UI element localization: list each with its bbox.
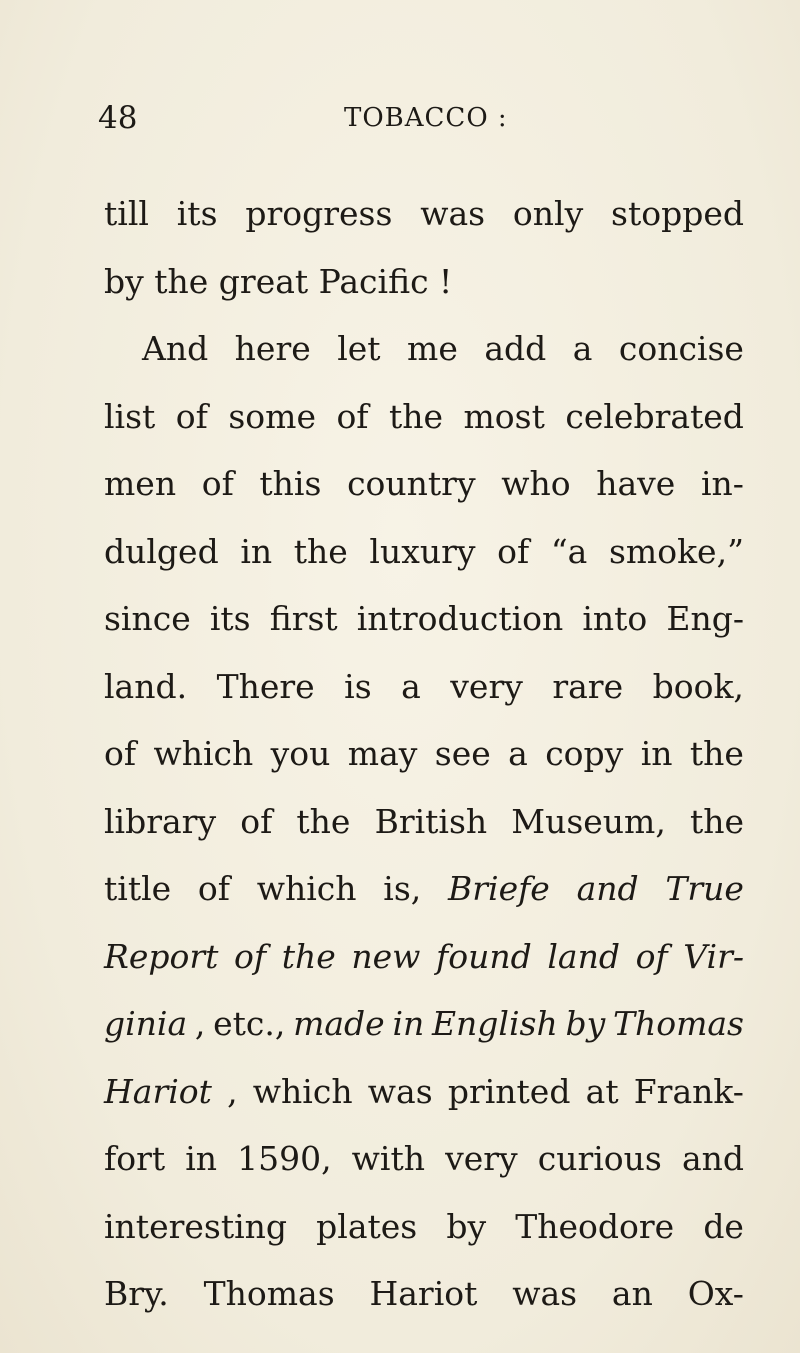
word: a: [508, 734, 528, 773]
text-line: [104, 389, 744, 457]
italic-word: Vir-: [683, 936, 744, 976]
italic-word: English: [431, 1004, 558, 1043]
word: me: [407, 329, 458, 368]
word: in: [640, 734, 673, 773]
page-header: [0, 88, 800, 148]
word: here: [234, 329, 311, 368]
word: by: [446, 1206, 487, 1246]
word: add: [484, 329, 547, 368]
word: de: [703, 1206, 744, 1246]
word: list: [104, 396, 156, 436]
word: copy: [545, 734, 624, 773]
word: stopped: [611, 194, 744, 233]
word: at: [585, 1071, 619, 1111]
running-title: TOBACCO :: [344, 103, 508, 133]
word: which: [256, 869, 357, 908]
word: in: [240, 531, 273, 571]
word: Museum,: [511, 801, 666, 841]
word: the: [296, 801, 351, 841]
word: may: [347, 734, 418, 773]
word: its: [209, 599, 251, 638]
word: concise: [618, 329, 744, 368]
word: a: [572, 329, 593, 368]
text-line: [104, 929, 744, 997]
italic-word: new: [351, 936, 421, 976]
text-line: [104, 794, 744, 862]
word: of: [201, 464, 234, 503]
word: was: [367, 1071, 433, 1111]
word: its: [176, 194, 218, 233]
word: most: [463, 396, 545, 436]
word: the: [293, 531, 348, 571]
word: introduction: [356, 599, 564, 638]
word: you: [270, 734, 331, 773]
word: of: [240, 801, 273, 841]
word: There: [216, 666, 315, 706]
word: printed: [447, 1071, 571, 1111]
word: the: [689, 734, 744, 773]
italic-word: of: [635, 936, 668, 976]
text-line: [104, 1131, 744, 1199]
word: British: [374, 801, 488, 841]
text-line: [104, 321, 744, 389]
word: library: [104, 801, 217, 841]
word: which: [153, 734, 254, 773]
text-line: [104, 1064, 744, 1132]
italic-word: of: [234, 936, 267, 976]
italic-word: land: [547, 936, 620, 976]
word: in-: [700, 464, 744, 503]
word: rare: [552, 666, 624, 706]
text-line: [104, 456, 744, 524]
word: the: [389, 396, 444, 436]
word: in: [185, 1139, 218, 1178]
word: this: [259, 464, 322, 503]
word: only: [512, 194, 584, 233]
italic-word: Thomas: [612, 1004, 744, 1043]
text-line: [104, 591, 744, 659]
word: Bry.: [104, 1274, 169, 1313]
word: book,: [652, 666, 744, 706]
word: 1590,: [237, 1139, 332, 1178]
word: of: [336, 396, 369, 436]
word: the: [689, 801, 744, 841]
italic-word: by: [565, 1004, 606, 1043]
word: plates: [316, 1206, 418, 1246]
word: celebrated: [565, 396, 744, 436]
text-line: [104, 1266, 744, 1334]
word: till: [104, 194, 149, 233]
word: very: [450, 666, 523, 706]
word: ,: [194, 1004, 206, 1043]
word: Theodore: [515, 1206, 675, 1246]
word: is,: [383, 869, 422, 908]
page-number: 48: [98, 100, 138, 136]
word: Eng-: [666, 599, 744, 638]
italic-word: Hariot: [104, 1071, 212, 1111]
italic-word: in: [392, 1004, 425, 1043]
word: country: [347, 464, 476, 503]
word: and: [681, 1139, 744, 1178]
word: of: [104, 734, 137, 773]
word: fort: [104, 1139, 166, 1178]
word: was: [420, 194, 486, 233]
word: which: [252, 1071, 353, 1111]
word: And: [142, 329, 209, 368]
word: of: [175, 396, 208, 436]
text-line: [104, 726, 744, 794]
word: smoke,”: [608, 531, 744, 571]
word: curious: [537, 1139, 662, 1178]
word: Hariot: [369, 1274, 478, 1313]
italic-word: the: [281, 936, 336, 976]
text-segment: by the great Pacific !: [104, 261, 453, 301]
italic-word: Briefe: [447, 869, 550, 908]
body-text: [104, 186, 744, 1334]
word: progress: [245, 194, 393, 233]
text-line: [104, 186, 744, 254]
word: ,: [227, 1071, 238, 1111]
word: see: [434, 734, 491, 773]
word: a: [401, 666, 421, 706]
word: with: [351, 1139, 425, 1178]
word: men: [104, 464, 177, 503]
italic-word: ginia: [104, 1004, 188, 1043]
word: Ox-: [687, 1274, 744, 1313]
word: title: [104, 869, 172, 908]
word: etc.,: [213, 1004, 286, 1043]
word: an: [611, 1274, 653, 1313]
word: luxury: [369, 531, 476, 571]
word: first: [269, 599, 338, 638]
italic-word: True: [665, 869, 744, 908]
word: of: [197, 869, 230, 908]
text-line: [104, 254, 744, 322]
italic-word: and: [576, 869, 639, 908]
word: very: [445, 1139, 518, 1178]
word: was: [512, 1274, 578, 1313]
word: dulged: [104, 531, 219, 571]
word: is: [344, 666, 372, 706]
word: interesting: [104, 1206, 288, 1246]
text-line: [104, 1199, 744, 1267]
word: into: [582, 599, 648, 638]
word: land.: [104, 666, 188, 706]
word: of: [497, 531, 530, 571]
word: Frank-: [633, 1071, 744, 1111]
word: let: [337, 329, 381, 368]
word: some: [228, 396, 316, 436]
word: Thomas: [203, 1274, 335, 1313]
text-line: [104, 861, 744, 929]
italic-word: made: [293, 1004, 385, 1043]
word: who: [501, 464, 571, 503]
word: “a: [550, 531, 588, 571]
word: have: [596, 464, 676, 503]
word: since: [104, 599, 191, 638]
italic-word: Report: [104, 936, 219, 976]
text-line: [104, 524, 744, 592]
italic-word: found: [436, 936, 532, 976]
text-line: [104, 996, 744, 1064]
text-line: [104, 659, 744, 727]
